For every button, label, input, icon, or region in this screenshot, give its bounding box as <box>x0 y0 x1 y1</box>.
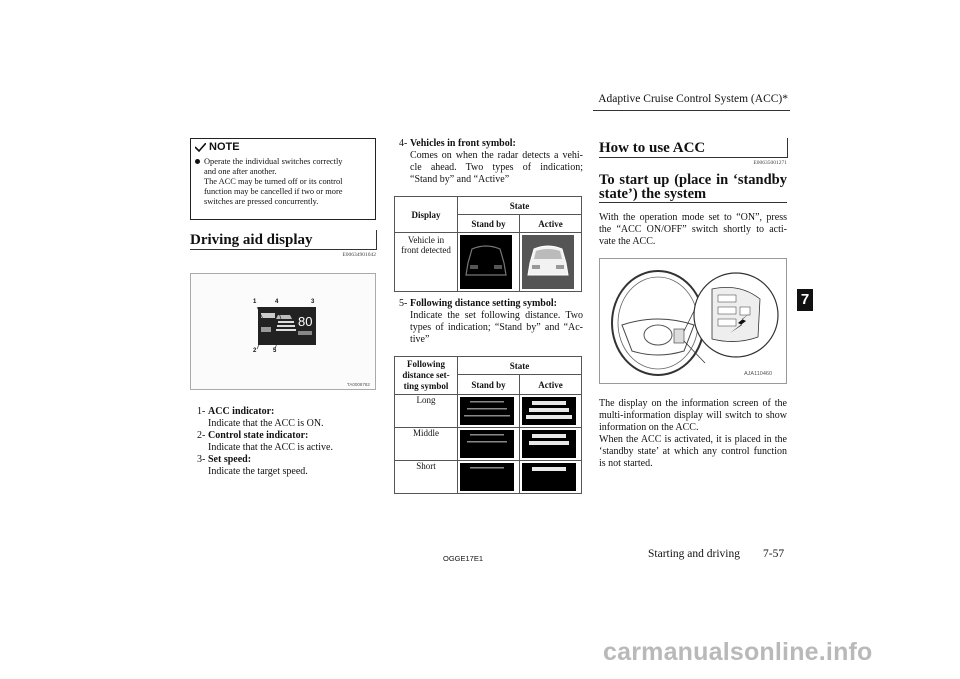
table-header-standby: Stand by <box>458 375 520 395</box>
item-description: Indicate that the ACC is active. <box>208 442 333 453</box>
following-distance-item <box>399 298 583 346</box>
subtitle-line: state’) the system <box>599 186 707 202</box>
desc-line: Indicate the set following distance. Two <box>410 310 583 321</box>
active-bars-cell <box>520 395 582 428</box>
active-bars-cell <box>520 428 582 461</box>
table-header-symbol <box>395 357 458 395</box>
item-label: ACC indicator: <box>208 406 275 417</box>
watermark: carmanualsonline.info <box>603 638 873 666</box>
para-line: vate the ACC. <box>599 236 656 247</box>
section-code: E00635001271 <box>753 160 787 166</box>
distance-bars-standby-icon <box>460 397 514 425</box>
list-item <box>197 430 377 442</box>
distance-bars-standby-icon <box>460 463 514 491</box>
para-line: multi-information display will switch to show <box>599 410 787 421</box>
distance-bar <box>470 434 504 436</box>
subtitle-line: To start up (place in ‘standby <box>599 172 787 188</box>
table-header-active: Active <box>520 375 582 395</box>
document-code: OGGE17E1 <box>443 554 484 563</box>
callout-3: 3 <box>311 299 315 305</box>
footer-section: Starting and driving <box>648 548 740 560</box>
section-code: E00634901042 <box>342 252 376 258</box>
active-vehicle-cell <box>520 233 582 292</box>
note-line: function may be cancelled if two or more <box>204 187 343 196</box>
section-title-driving-aid: Driving aid display <box>190 232 313 248</box>
distance-bar <box>532 467 566 471</box>
table-header-display: Display <box>395 197 458 233</box>
note-box <box>190 138 376 220</box>
list-item <box>197 406 377 418</box>
distance-bars-graphic <box>460 397 514 425</box>
vehicle-active-icon <box>522 235 574 289</box>
standby-vehicle-cell <box>458 233 520 292</box>
distance-bars-active-icon <box>522 430 576 458</box>
vehicle-standby-icon <box>460 235 512 289</box>
bullet-icon <box>195 159 200 164</box>
para-line: With the operation mode set to “ON”, press <box>599 212 787 223</box>
distance-bars-standby-icon <box>460 430 514 458</box>
list-item <box>197 454 377 466</box>
note-heading <box>195 141 371 153</box>
standby-bars-cell <box>458 461 520 494</box>
item-description: Indicate the target speed. <box>208 466 308 477</box>
distance-bar <box>526 415 572 419</box>
section-tab: 7 <box>797 289 813 311</box>
section-rule-end <box>376 230 377 250</box>
indicator-list <box>197 406 377 478</box>
set-speed-value: 80 <box>298 314 313 329</box>
desc-line: tive” <box>410 334 430 345</box>
distance-bar <box>529 441 569 445</box>
section-rule <box>190 249 376 250</box>
note-line: switches are pressed concurrently. <box>204 197 319 206</box>
figure-id: AJA110460 <box>744 371 773 377</box>
figure-id: TA0008782 <box>347 382 370 387</box>
distance-bars-active-icon <box>522 397 576 425</box>
para-line: When the ACC is activated, it is placed in the <box>599 434 787 445</box>
item-description <box>399 310 583 346</box>
page-number: 7-57 <box>763 548 785 560</box>
distance-bar <box>532 401 566 405</box>
vehicles-in-front-table <box>394 196 582 292</box>
table-header-active: Active <box>520 215 582 233</box>
row-label-line: front detected <box>401 245 451 255</box>
item-number: 3- <box>197 454 206 465</box>
item-number: 1- <box>197 406 206 417</box>
item-number: 5- <box>399 298 408 309</box>
header-rule <box>593 110 790 111</box>
steering-wheel-figure <box>599 258 787 384</box>
table-row-label: Long <box>395 395 458 428</box>
callout-lines <box>191 274 377 391</box>
row-label-line: Vehicle in <box>407 235 445 245</box>
table-row-label <box>395 233 458 292</box>
distance-bar <box>470 467 504 469</box>
callout-4: 4 <box>275 299 279 305</box>
paragraph-activate <box>599 212 787 248</box>
para-line: ‘standby state’ at which any control function <box>599 446 787 457</box>
desc-line: Comes on when the radar detects a vehi- <box>410 150 583 161</box>
desc-line: types of indication; “Stand by” and “Ac- <box>410 322 583 333</box>
para-line: is not started. <box>599 458 653 469</box>
standby-bars-cell <box>458 395 520 428</box>
steering-wheel-illustration <box>600 259 786 383</box>
note-line: The ACC may be turned off or its control <box>204 177 343 186</box>
item-label: Set speed: <box>208 454 252 465</box>
table-header-state: State <box>458 357 582 375</box>
header-line: ting symbol <box>403 381 449 391</box>
distance-bars-graphic <box>522 463 576 491</box>
callout-5: 5 <box>273 348 277 354</box>
callout-1: 1 <box>253 299 257 305</box>
section-rule <box>599 157 787 158</box>
distance-bar <box>532 434 566 438</box>
table-row-label: Middle <box>395 428 458 461</box>
driving-aid-figure <box>190 273 376 390</box>
item-label: Following distance setting symbol: <box>410 298 557 309</box>
callout-2: 2 <box>253 348 257 354</box>
header-line: distance set- <box>402 370 450 380</box>
item-number: 4- <box>399 138 408 149</box>
distance-bar <box>529 408 569 412</box>
para-line: the “ACC ON/OFF” switch shortly to acti- <box>599 224 787 235</box>
distance-bars-graphic <box>460 430 514 458</box>
distance-bars-graphic <box>522 397 576 425</box>
page-header-title: Adaptive Cruise Control System (ACC)* <box>598 93 788 105</box>
subsection-title <box>599 173 787 201</box>
table-header-standby: Stand by <box>458 215 520 233</box>
item-number: 2- <box>197 430 206 441</box>
distance-bars-graphic <box>522 430 576 458</box>
table-header-state: State <box>458 197 582 215</box>
para-line: The display on the information screen of the <box>599 398 787 409</box>
note-text <box>204 157 342 207</box>
section-rule-end <box>787 138 788 158</box>
note-heading-text: NOTE <box>209 141 240 153</box>
distance-bar <box>467 441 507 443</box>
table-row-label: Short <box>395 461 458 494</box>
header-line: Following <box>406 359 445 369</box>
para-line: information on the ACC. <box>599 422 699 433</box>
desc-line: “Stand by” and “Active” <box>410 174 510 185</box>
distance-bars-active-icon <box>522 463 576 491</box>
desc-line: cle ahead. Two types of indication; <box>410 162 583 173</box>
note-line: Operate the individual switches correctly <box>204 157 343 166</box>
item-label: Vehicles in front symbol: <box>410 138 516 149</box>
distance-bar <box>470 401 504 403</box>
following-distance-table <box>394 356 582 494</box>
note-icon <box>195 143 206 152</box>
distance-bar <box>467 408 507 410</box>
distance-bar <box>464 415 510 417</box>
active-bars-cell <box>520 461 582 494</box>
standby-bars-cell <box>458 428 520 461</box>
paragraph-display <box>599 398 787 470</box>
distance-bars-graphic <box>460 463 514 491</box>
subsection-rule <box>599 202 787 203</box>
item-description: Indicate that the ACC is ON. <box>208 418 324 429</box>
section-title-how-to-use: How to use ACC <box>599 140 706 156</box>
vehicles-in-front-item <box>399 138 583 186</box>
item-description <box>399 150 583 186</box>
note-line: and one after another. <box>204 167 277 176</box>
item-label: Control state indicator: <box>208 430 309 441</box>
